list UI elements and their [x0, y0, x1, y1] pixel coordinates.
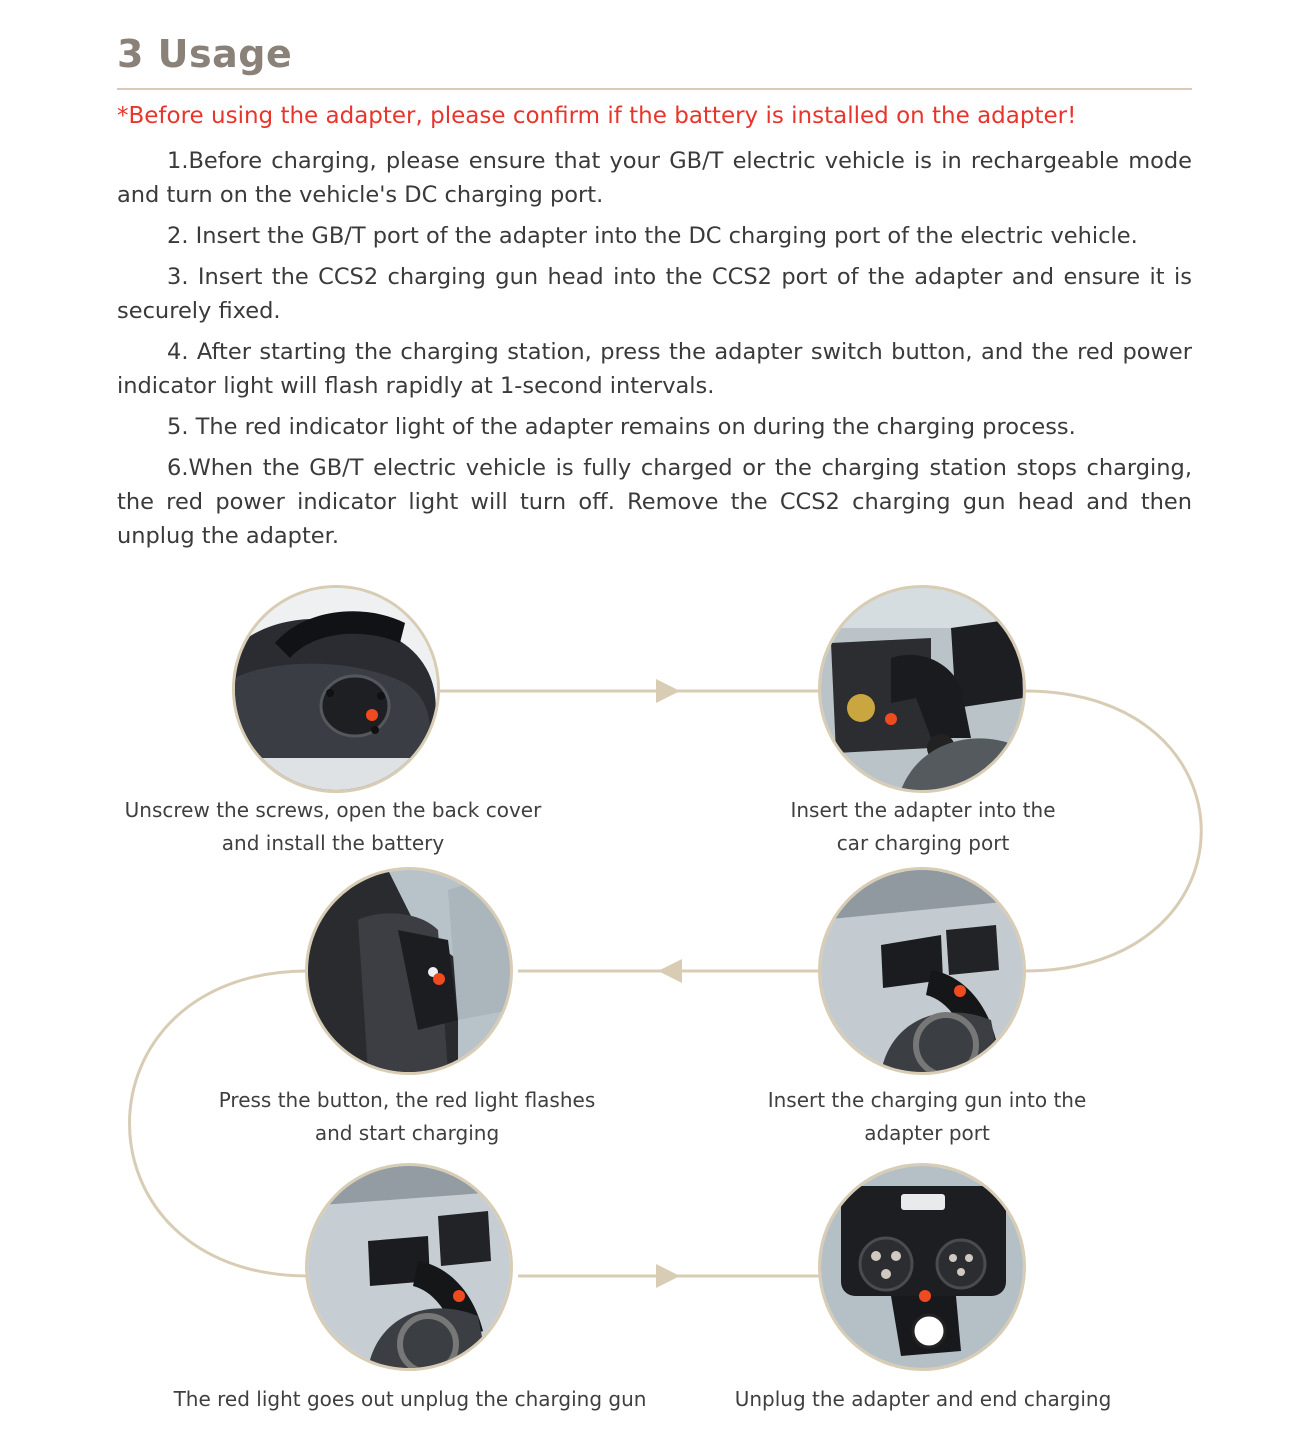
indicator-light-icon: [954, 985, 966, 997]
indicator-light-icon: [366, 709, 378, 721]
photo-insert-gun: [818, 867, 1026, 1075]
indicator-light-icon: [885, 713, 897, 725]
photo-install-battery: [232, 585, 440, 793]
caption-unplug-gun: [160, 1383, 660, 1416]
step-1-text: 1.Before charging, please ensure that your GB/T electric vehicle is in rechargeable mode and turn on the vehicle's DC charging port.: [117, 148, 1192, 208]
caption-line: and install the battery: [221, 831, 445, 855]
step-2-text: 2. Insert the GB/T port of the adapter into the DC charging port of the electric vehicle.: [167, 223, 1138, 249]
arrow-left-icon: [658, 959, 682, 983]
arrow-right-icon: [656, 679, 680, 703]
caption-line: The red light goes out unplug the charging gun: [173, 1387, 647, 1411]
step-6-text: 6.When the GB/T electric vehicle is fully charged or the charging station stops charging, the red power indicator light will turn off. Remove the CCS2 charging gun head and then unplug the adapter.: [117, 455, 1192, 549]
photo-unplug-adapter: [818, 1163, 1026, 1371]
caption-line: Unplug the adapter and end charging: [734, 1387, 1112, 1411]
arrow-right-icon: [656, 1264, 680, 1288]
caption-unplug-adapter: [688, 1383, 1158, 1416]
caption-insert-gun: [692, 1084, 1162, 1150]
step-4-text: 4. After starting the charging station, press the adapter switch button, and the red power indicator light will flash rapidly at 1-second intervals.: [117, 339, 1192, 399]
indicator-light-icon: [919, 1290, 931, 1302]
indicator-light-icon: [453, 1290, 465, 1302]
step-5-text: 5. The red indicator light of the adapter remains on during the charging process.: [167, 414, 1076, 440]
caption-line: car charging port: [836, 831, 1010, 855]
caption-line: adapter port: [864, 1121, 990, 1145]
caption-insert-adapter: [688, 794, 1158, 860]
photo-press-button: [305, 867, 513, 1075]
title-divider: [117, 88, 1192, 90]
caption-press-button: [172, 1084, 642, 1150]
usage-steps: [117, 144, 1192, 560]
caption-line: Unscrew the screws, open the back cover: [124, 798, 542, 822]
indicator-light-icon: [433, 973, 445, 985]
caption-line: Insert the adapter into the: [790, 798, 1056, 822]
caption-line: Insert the charging gun into the: [767, 1088, 1087, 1112]
photo-insert-adapter: [818, 585, 1026, 793]
photo-unplug-gun: [305, 1163, 513, 1371]
caption-line: and start charging: [314, 1121, 500, 1145]
caption-line: Press the button, the red light flashes: [218, 1088, 596, 1112]
battery-warning: *Before using the adapter, please confirm if the battery is installed on the adapter!: [117, 103, 1077, 129]
caption-install-battery: [98, 794, 568, 860]
page-title: 3 Usage: [117, 32, 293, 76]
step-3-text: 3. Insert the CCS2 charging gun head into the CCS2 port of the adapter and ensure it is securely fixed.: [117, 264, 1192, 324]
